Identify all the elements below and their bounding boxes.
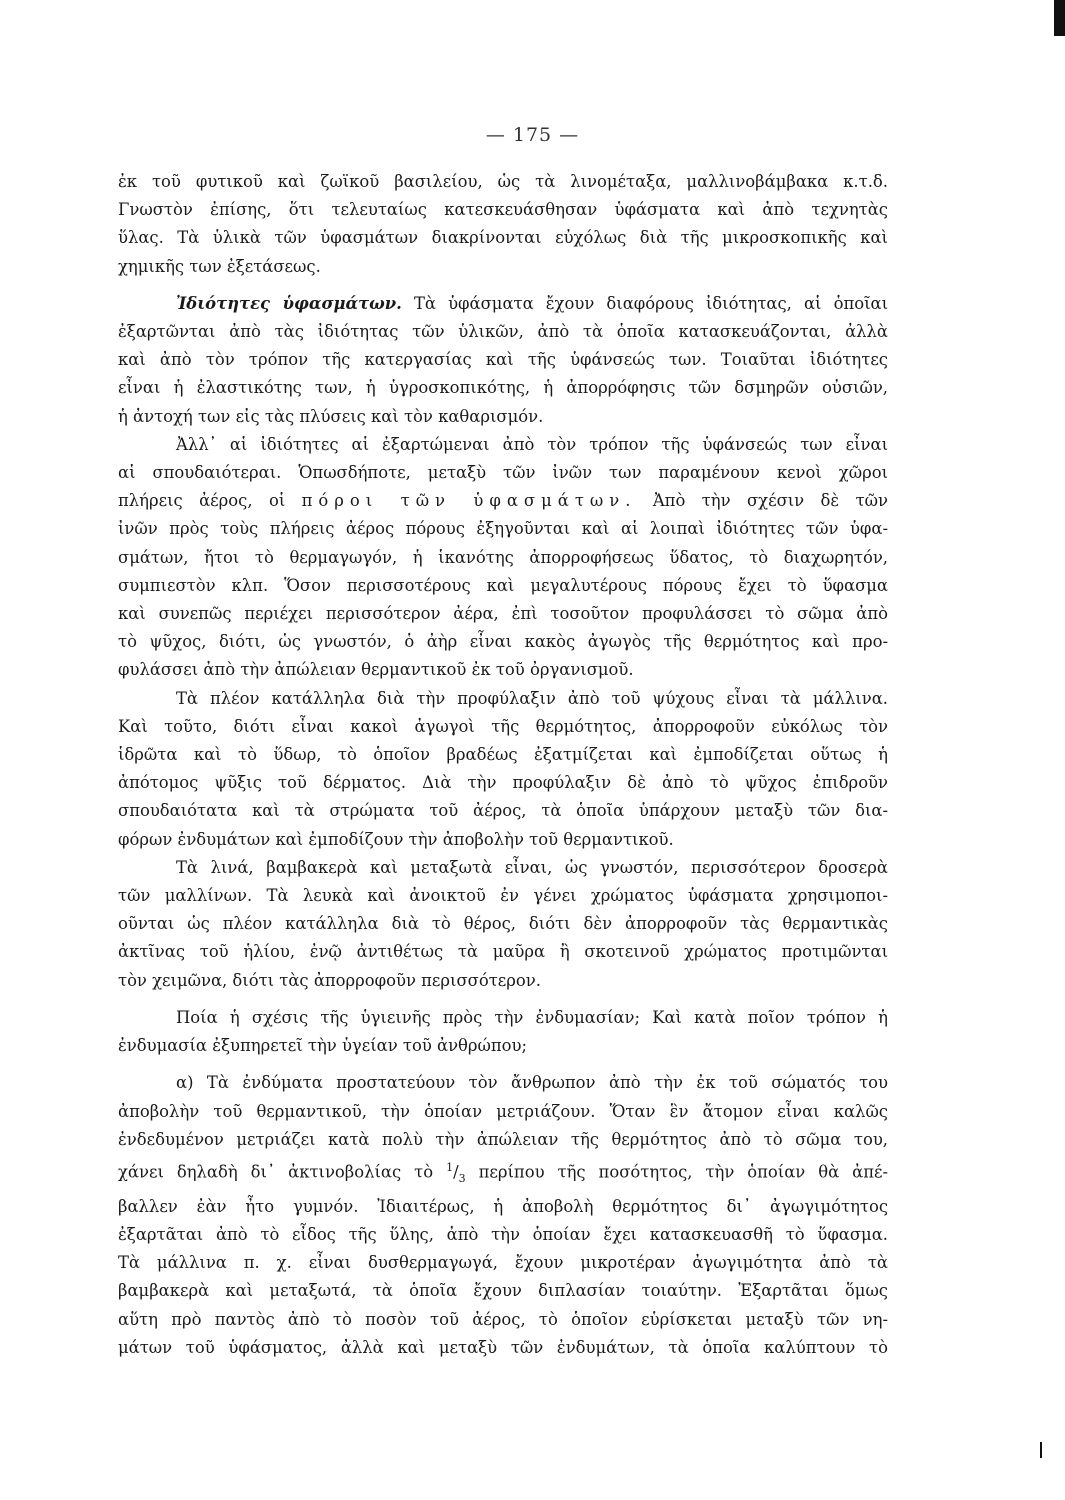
text-fragment: περίπου τῆς ποσότητος, τὴν ὁποίαν θὰ ἀπέ-	[478, 1162, 888, 1182]
text-line: ἱδρῶτα καὶ τὸ ὕδωρ, τὸ ὁποῖον βραδέως ἐξατμίζεται καὶ ἐμποδίζεται οὕτως ἡ	[118, 745, 888, 765]
paragraph-5	[118, 854, 888, 995]
page-number: — 175 —	[485, 124, 580, 146]
heading-continuation: Τὰ ὑφάσματα ἔχουν διαφόρους ἰδιότητας, αἱ ὁποῖαι	[413, 293, 888, 313]
text-line: ἰνῶν πρὸς τοὺς πλήρεις ἀέρος πόρους ἐξηγοῦνται καὶ αἱ λοιπαὶ ἰδιότητες τῶν ὑφα-	[118, 519, 888, 539]
text-line: Τὰ μάλλινα π. χ. εἶναι δυσθερμαγωγά, ἔχουν μικροτέραν ἀγωγιμότητα ἀπὸ τὰ	[118, 1253, 888, 1273]
text-line: φόρων ἐνδυμάτων καὶ ἐμποδίζουν τὴν ἀποβολὴν τοῦ θερμαντικοῦ.	[118, 829, 674, 849]
text-line: ἐξαρτῶνται ἀπὸ τὰς ἰδιότητας τῶν ὑλικῶν, ἀπὸ τὰ ὁποῖα κατασκευάζονται, ἀλλὰ	[118, 322, 888, 342]
text-line: καὶ συνεπῶς περιέχει περισσότερον ἀέρα, ἐπὶ τοσοῦτον προφυλάσσει τὸ σῶμα ἀπὸ	[118, 604, 888, 624]
text-line: βαμβακερὰ καὶ μεταξωτά, τὰ ὁποῖα ἔχουν διπλασίαν τοιαύτην. Ἐξαρτᾶται ὅμως	[118, 1281, 888, 1301]
text-line: Γνωστὸν ἐπίσης, ὅτι τελευταίως κατεσκευάσθησαν ὑφάσματα καὶ ἀπὸ τεχνητὰς	[118, 200, 888, 220]
text-line: οῦνται ὡς πλέον κατάλληλα διὰ τὸ θέρος, διότι δὲν ἀπορροφοῦν τὰς θερμαντικὰς	[118, 914, 888, 934]
text-line: Ποία ἡ σχέσις τῆς ὑγιεινῆς πρὸς τὴν ἐνδυμασίαν; Καὶ κατὰ ποῖον τρόπον ἡ	[176, 1007, 888, 1027]
paragraph-6	[118, 1004, 888, 1060]
text-line: τὸν χειμῶνα, διότι τὰς ἀπορροφοῦν περισσότερον.	[118, 970, 541, 990]
text-fragment: χάνει δηλαδὴ δι᾽ ἀκτινοβολίας τὸ	[118, 1162, 434, 1182]
spaced-emphasis: πόροι τῶν ὑφασμάτων.	[301, 491, 637, 511]
text-line: ἀκτῖνας τοῦ ἡλίου, ἐνῷ ἀντιθέτως τὰ μαῦρα ἢ σκοτεινοῦ χρώματος προτιμῶνται	[118, 942, 888, 962]
paragraph-4	[118, 685, 888, 854]
text-line	[118, 290, 888, 318]
text-line: βαλλεν ἐὰν ἦτο γυμνόν. Ἰδιαιτέρως, ἡ ἀποβολὴ θερμότητος δι᾽ ἀγωγιμότητος	[118, 1196, 888, 1216]
text-fragment: Ἀπὸ τὴν σχέσιν δὲ τῶν	[652, 491, 888, 511]
text-line: ὕλας. Τὰ ὑλικὰ τῶν ὑφασμάτων διακρίνονται εὐχόλως διὰ τῆς μικροσκοπικῆς καὶ	[118, 228, 888, 248]
paragraph-1	[118, 168, 888, 281]
fraction-denominator: 3	[458, 1171, 466, 1185]
text-line: ἐκ τοῦ φυτικοῦ καὶ ζωϊκοῦ βασιλείου, ὡς τὰ λινομέταξα, μαλλινοβάμβακα κ.τ.δ.	[118, 172, 888, 191]
text-fragment: πλήρεις ἀέρος, οἱ	[118, 491, 286, 511]
text-line: τὸ ψῦχος, διότι, ὡς γνωστόν, ὁ ἀὴρ εἶναι κακὸς ἀγωγὸς τῆς θερμότητος καὶ προ-	[118, 632, 888, 652]
text-line: Ἀλλ᾽ αἱ ἰδιότητες αἱ ἐξαρτώμεναι ἀπὸ τὸν τρόπον τῆς ὑφάνσεώς των εἶναι	[176, 434, 888, 454]
text-line: ἀποβολὴν τοῦ θερμαντικοῦ, τὴν ὁποίαν μετριάζουν. Ὅταν ἓν ἄτομον εἶναι καλῶς	[118, 1101, 888, 1121]
page-body	[118, 168, 888, 1362]
paragraph-2	[118, 290, 888, 431]
text-line: μάτων τοῦ ὑφάσματος, ἀλλὰ καὶ μεταξὺ τῶν ἐνδυμάτων, τὰ ὁποῖα καλύπτουν τὸ	[118, 1337, 888, 1357]
paragraph-7	[118, 1069, 888, 1362]
text-line: χάνει δηλαδὴ δι᾽ ἀκτινοβολίας τὸ $^1/_3$ περίπου τῆς ποσότητος, τὴν ὁποίαν θὰ ἀπέ-	[118, 1160, 888, 1185]
text-line: Τὰ πλέον κατάλληλα διὰ τὴν προφύλαξιν ἀπὸ τοῦ ψύχους εἶναι τὰ μάλλινα.	[176, 688, 888, 708]
text-line: ἡ ἀντοχή των εἰς τὰς πλύσεις καὶ τὸν καθαρισμόν.	[118, 406, 544, 426]
text-line: ἀπότομος ψῦξις τοῦ δέρματος. Διὰ τὴν προφύλαξιν δὲ ἀπὸ τὸ ψῦχος ἐπιδροῦν	[118, 773, 888, 793]
text-line: χημικῆς των ἐξετάσεως.	[118, 256, 321, 276]
paragraph-3	[118, 431, 888, 685]
text-line: εἶναι ἡ ἐλαστικότης των, ἡ ὑγροσκοπικότης, ἡ ἀπορρόφησις τῶν δσμηρῶν οὐσιῶν,	[118, 378, 888, 398]
text-line: τῶν μαλλίνων. Τὰ λευκὰ καὶ ἀνοικτοῦ ἐν γένει χρώματος ὑφάσματα χρησιμοποι-	[118, 886, 888, 906]
text-line: ἐξαρτᾶται ἀπὸ τὸ εἶδος τῆς ὕλης, ἀπὸ τὴν ὁποίαν ἔχει κατασκευασθῆ τὸ ὕφασμα.	[118, 1225, 888, 1245]
text-line: σμάτων, ἤτοι τὸ θερμαγωγόν, ἡ ἱκανότης ἀπορροφήσεως ὕδατος, τὸ διαχωρητόν,	[118, 547, 888, 567]
text-line: α) Τὰ ἐνδύματα προστατεύουν τὸν ἄνθρωπον ἀπὸ τὴν ἐκ τοῦ σώματός του	[176, 1073, 888, 1093]
text-line: σπουδαιότατα καὶ τὰ στρώματα τοῦ ἀέρος, τὰ ὁποῖα ὑπάρχουν μεταξὺ τῶν δια-	[118, 801, 888, 821]
scan-edge-mark-bottom	[1040, 1442, 1042, 1458]
text-line: καὶ ἀπὸ τὸν τρόπον τῆς κατεργασίας καὶ τῆς ὑφάνσεώς των. Τοιαῦται ἰδιότητες	[118, 350, 888, 370]
text-line: Καὶ τοῦτο, διότι εἶναι κακοὶ ἀγωγοὶ τῆς θερμότητος, ἀπορροφοῦν εὐκόλως τὸν	[118, 716, 888, 736]
fraction-numerator: 1	[446, 1160, 454, 1174]
text-line: αἱ σπουδαιότεραι. Ὁπωσδήποτε, μεταξὺ τῶν ἰνῶν των παραμένουν κενοὶ χῶροι	[118, 463, 888, 483]
text-line: αὕτη πρὸ παντὸς ἀπὸ τὸ ποσὸν τοῦ ἀέρος, τὸ ὁποῖον εὑρίσκεται μεταξὺ τῶν νη-	[118, 1309, 888, 1329]
section-heading: Ἰδιότητες ὑφασμάτων.	[176, 293, 402, 313]
text-line: Τὰ λινά, βαμβακερὰ καὶ μεταξωτὰ εἶναι, ὡς γνωστόν, περισσότερον δροσερὰ	[176, 857, 888, 877]
text-line: ἐνδεδυμένον μετριάζει κατὰ πολὺ τὴν ἀπώλειαν τῆς θερμότητος ἀπὸ τὸ σῶμα του,	[118, 1129, 888, 1149]
text-line: φυλάσσει ἀπὸ τὴν ἀπώλειαν θερμαντικοῦ ἐκ τοῦ ὀργανισμοῦ.	[118, 660, 634, 680]
text-line	[118, 487, 888, 515]
scan-edge-mark-top	[1054, 0, 1065, 36]
text-line: ἐνδυμασία ἐξυπηρετεῖ τὴν ὑγείαν τοῦ ἀνθρώπου;	[118, 1036, 528, 1056]
text-line: συμπιεστὸν κλπ. Ὅσον περισσοτέρους καὶ μεγαλυτέρους πόρους ἔχει τὸ ὕφασμα	[118, 575, 888, 595]
